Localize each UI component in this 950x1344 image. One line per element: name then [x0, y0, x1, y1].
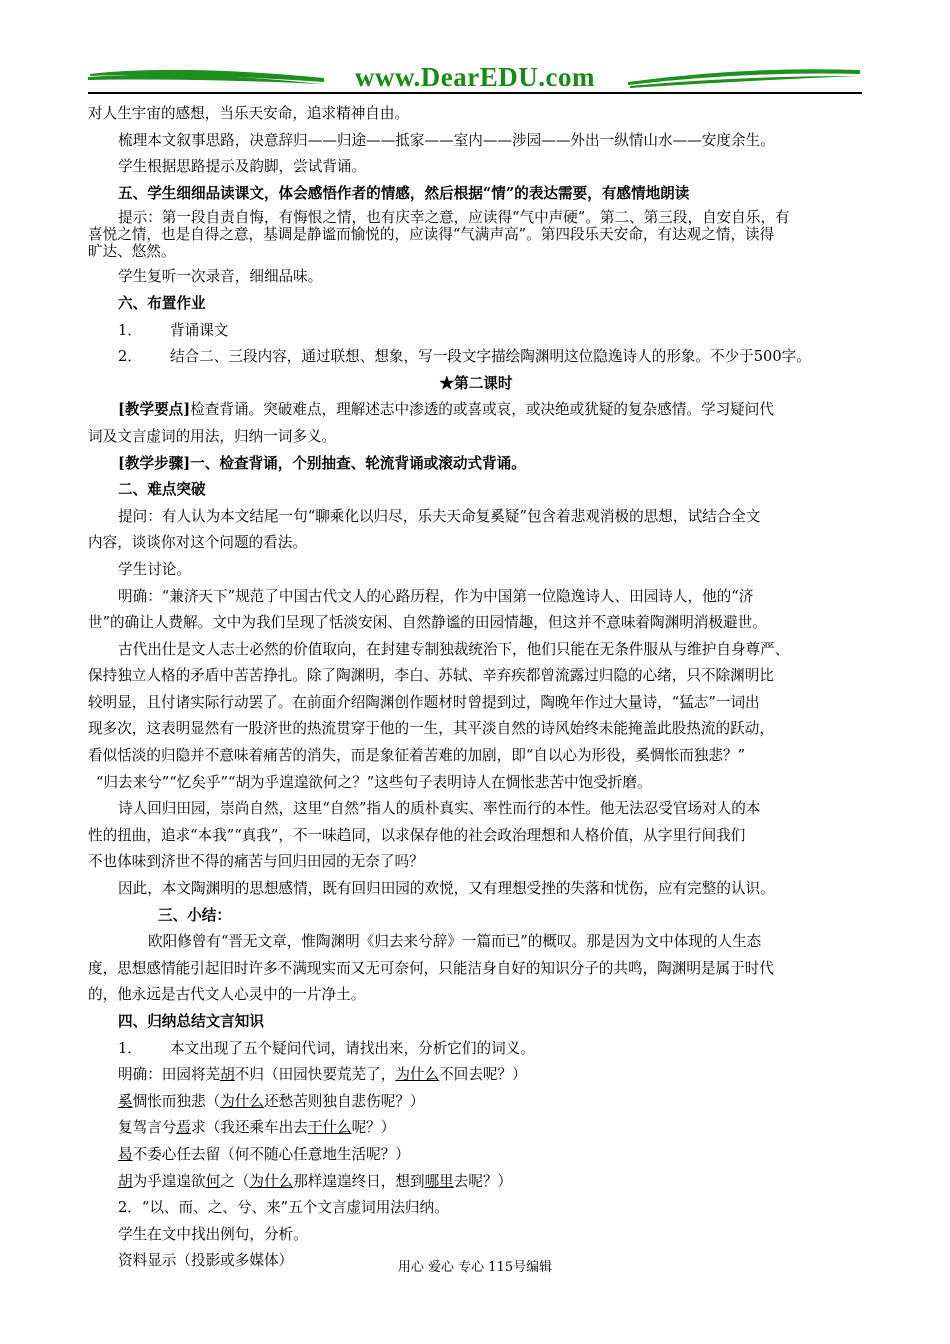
line-text: 不委心任去留（何不随心任意地生活呢？）: [132, 1145, 410, 1163]
underlined-word: 干什么: [307, 1119, 352, 1137]
paragraph-line: 较明显，且付诸实际行动罢了。在前面介绍陶渊创作题材时曾提到过，陶晚年作过大量诗，“猛志”一词出: [88, 693, 760, 711]
line-text: 检查背诵。突破难点，理解述志中渗透的或喜或哀，或决绝或犹疑的复杂感情。学习疑问代: [190, 401, 774, 419]
line-text: 去呢？）: [453, 1172, 513, 1190]
paragraph-line: 提问：有人认为本文结尾一句“聊乘化以归尽，乐夫天命复奚疑”包含着悲观消极的思想，试结合全文: [118, 507, 761, 525]
line-text: 还愁苦则独自悲伤呢？）: [263, 1092, 425, 1110]
example-line: [118, 1115, 864, 1142]
list-text: 背诵课文: [170, 321, 229, 339]
section-heading: 三、小结：: [158, 906, 231, 924]
underlined-word: 胡: [220, 1066, 235, 1084]
underlined-word: 奚: [118, 1092, 133, 1110]
list-text: 本文出现了五个疑问代词，请找出来，分析它们的词义。: [170, 1039, 535, 1057]
line-text: 不回去呢？）: [439, 1066, 527, 1084]
line-text: 明确：田园将芜: [118, 1066, 221, 1084]
paragraph-line: 2．“以、而、之、兮、来”五个文言虚词用法归纳。: [118, 1199, 449, 1217]
example-line: [118, 1169, 864, 1196]
line-text: 之（: [220, 1172, 250, 1190]
header-rule: [88, 92, 862, 94]
site-header: [88, 58, 862, 94]
paragraph-line: 现多次，这表明显然有一股济世的热流贯穿于他的一生，其平淡自然的诗风始终未能掩盖此股热流的跃动，: [88, 720, 774, 738]
example-line: [118, 1142, 864, 1169]
paragraph-line: 学生在文中找出例句，分析。: [118, 1225, 308, 1243]
paragraph-line: 资料显示（投影或多媒体）: [118, 1252, 294, 1270]
line-text: 呢？）: [351, 1119, 396, 1137]
section-heading: 四、归纳总结文言知识: [118, 1013, 264, 1030]
underlined-word: 为什么: [220, 1092, 264, 1110]
page-footer: 用心 爱心 专心 115号编辑: [397, 1260, 553, 1275]
list-item: [118, 344, 864, 371]
document-body: [88, 101, 864, 1275]
paragraph-line: 看似恬淡的归隐并不意味着痛苦的消失，而是象征着苦难的加剧，即“自以心为形役，奚惆怅而独悲？”: [88, 747, 746, 765]
list-item: [118, 318, 864, 345]
line-text: 复驾言兮: [118, 1119, 177, 1137]
paragraph-line: 诗人回归田园，崇尚自然，这里“自然”指人的质朴真实、率性而行的本性。他无法忍受官场对人的本: [118, 800, 761, 818]
paragraph-line: 性的扭曲，追求“本我”“真我”，不一味趋同，以求保存他的社会政治理想和人格价值，从字里行间我们: [88, 826, 746, 844]
paragraph-line: 喜悦之情，也是自得之意，基调是静谧而愉悦的，应读得“气满声高”。第四段乐天安命，有达观之情，读得: [88, 226, 775, 244]
label-key-points: [教学要点]: [118, 401, 191, 419]
paragraph-line: [118, 397, 864, 424]
section-heading: 二、难点突破: [118, 481, 206, 499]
paragraph-line: 学生根据思路提示及韵脚，尝试背诵。: [118, 158, 367, 176]
underlined-word: 曷: [118, 1145, 133, 1163]
underlined-word: 为什么: [395, 1066, 440, 1084]
paragraph-line: 因此，本文陶渊明的思想感情，既有回归田园的欢悦，又有理想受挫的失落和忧伤，应有完整的认识。: [118, 880, 775, 898]
section-heading: 五、学生细细品读课文，体会感悟作者的情感，然后根据“情”的表达需要，有感情地朗读: [118, 184, 690, 202]
example-line: [118, 1089, 864, 1116]
underlined-word: 为什么: [249, 1172, 294, 1190]
site-logo[interactable]: www.DearEDU.com: [355, 62, 595, 92]
example-line: [118, 1062, 864, 1089]
line-text: 惆怅而独悲（: [132, 1092, 221, 1110]
paragraph-line: 词及文言虚词的用法，归纳一词多义。: [88, 427, 337, 445]
paragraph-line: 的，他永远是古代文人心灵中的一片净土。: [88, 986, 366, 1004]
section-heading: [教学步骤]一、检查背诵，个别抽查、轮流背诵或滚动式背诵。: [118, 454, 526, 472]
paragraph-line: 古代出仕是文人志士必然的价值取向，在封建专制独裁统治下，他们只能在无条件服从与维护自身尊严、: [118, 640, 790, 658]
lesson-heading: ★第二课时: [439, 374, 513, 392]
underlined-word: 何: [205, 1172, 221, 1190]
underlined-word: 焉: [176, 1119, 191, 1137]
paragraph-line: 度，思想感情能引起旧时许多不满现实而又无可奈何，只能洁身自好的知识分子的共鸣，陶渊明是属于时代: [88, 959, 774, 977]
underlined-word: 哪里: [424, 1172, 454, 1190]
line-text: 不归（田园快要荒芜了，: [234, 1066, 396, 1084]
paragraph-line: 学生复听一次录音，细细品味。: [118, 268, 323, 286]
paragraph-line: 内容，谈谈你对这个问题的看法。: [88, 534, 307, 552]
paragraph-line: 学生讨论。: [118, 560, 191, 578]
line-text: 求（我还乘车出去: [191, 1119, 308, 1137]
paragraph-line: 旷达、悠然。: [88, 243, 176, 261]
paragraph-line: 梳理本文叙事思路，决意辞归——归途——抵家——室内——涉园——外出一纵情山水——安度余生。: [118, 131, 775, 149]
underlined-word: 胡: [118, 1172, 133, 1190]
paragraph-line: 明确：“兼济天下”规范了中国古代文人的心路历程，作为中国第一位隐逸诗人、田园诗人，他的“济: [118, 587, 754, 605]
paragraph-line: 提示：第一段自责自悔，有悔恨之情，也有庆幸之意，应读得“气中声硬”。第二、第三段，自安自乐，有: [118, 209, 790, 227]
paragraph-line: 欧阳修曾有“晋无文章，惟陶渊明《归去来兮辞》一篇而已”的概叹。那是因为文中体现的人生态: [148, 933, 762, 951]
list-number: 1．: [118, 1039, 142, 1057]
line-text: 那样遑遑终日，想到: [293, 1172, 425, 1190]
section-heading: 六、布置作业: [118, 294, 206, 312]
list-text: 结合二、三段内容，通过联想、想象，写一段文字描绘陶渊明这位隐逸诗人的形象。不少于500字。: [170, 348, 811, 366]
list-number: 1．: [118, 321, 142, 339]
paragraph-line: 世”的确让人费解。文中为我们呈现了恬淡安闲、自然静谧的田园情趣，但这并不意味着陶渊明消极避世。: [88, 614, 767, 632]
paragraph-line: 不也体味到济世不得的痛苦与回归田园的无奈了吗？: [88, 853, 424, 871]
list-item: [118, 1036, 864, 1063]
list-number: 2．: [118, 348, 142, 366]
line-text: 为乎遑遑欲: [132, 1172, 206, 1190]
paragraph-line: 对人生宇宙的感想，当乐天安命，追求精神自由。: [88, 105, 410, 122]
paragraph-line: 保持独立人格的矛盾中苦苦挣扎。除了陶渊明，李白、苏轼、辛弃疾都曾流露过归隐的心绪，只不除渊明比: [88, 667, 774, 685]
paragraph-line: “归去来兮”“忆矣乎”“胡为乎遑遑欲何之？”这些句子表明诗人在惆怅悲苦中饱受折磨。: [96, 773, 652, 791]
